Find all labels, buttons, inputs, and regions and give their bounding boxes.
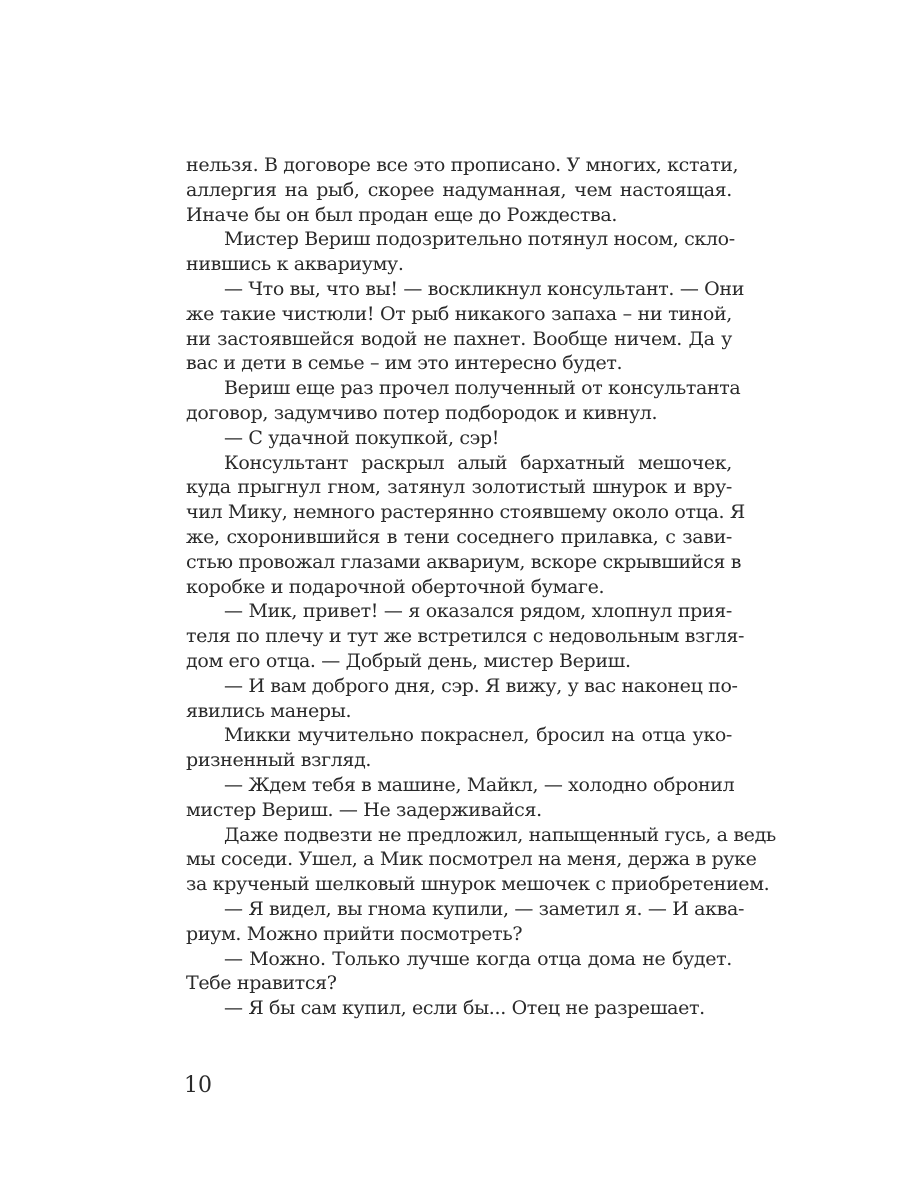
text-line: куда прыгнул гном, затянул золотистый шнурок и вру- — [186, 476, 732, 499]
text-line: — Я видел, вы гнома купили, — заметил я. — И аква- — [224, 897, 745, 920]
text-line: — Ждем тебя в машине, Майкл, — холодно обронил — [224, 773, 735, 796]
text-line: Даже подвезти не предложил, напыщенный гусь, а ведь — [224, 823, 776, 846]
text-line: Микки мучительно покраснел, бросил на отца уко- — [224, 724, 732, 747]
text-line: — Что вы, что вы! — воскликнул консультант. — Они — [224, 277, 745, 300]
text-line: — Можно. Только лучше когда отца дома не будет. — [224, 947, 732, 970]
text-line: чил Мику, немного растерянно стоявшему около отца. Я — [186, 501, 745, 524]
text-line: стью провожал глазами аквариум, вскоре скрывшийся в — [186, 550, 742, 573]
text-line: мы соседи. Ушел, а Мик посмотрел на меня, держа в руке — [186, 848, 757, 871]
text-line: ни застоявшейся водой не пахнет. Вообще ничем. Да у — [186, 327, 732, 350]
body-text — [186, 153, 776, 1021]
text-line: дом его отца. — Добрый день, мистер Вериш. — [186, 649, 631, 672]
text-line: Мистер Вериш подозрительно потянул носом, скло- — [224, 228, 735, 251]
text-line: явились манеры. — [186, 699, 352, 722]
text-line: Тебе нравится? — [186, 972, 337, 995]
text-line: нельзя. В договоре все это прописано. У многих, кстати, — [186, 154, 739, 176]
text-line: ризненный взгляд. — [186, 749, 372, 772]
text-line: риум. Можно прийти посмотреть? — [186, 922, 523, 945]
text-line: же, схоронившийся в тени соседнего прилавка, с зави- — [186, 525, 732, 548]
text-line: Иначе бы он был продан еще до Рождества. — [186, 203, 618, 226]
text-line: договор, задумчиво потер подбородок и кивнул. — [186, 401, 658, 424]
text-line: Вериш еще раз прочел полученный от консультанта — [224, 377, 741, 400]
text-line: нившись к аквариуму. — [186, 253, 404, 276]
text-line: же такие чистюли! От рыб никакого запаха – ни тиной, — [186, 302, 732, 325]
text-line: — Я бы сам купил, если бы... Отец не разрешает. — [224, 997, 705, 1020]
text-line: — С удачной покупкой, сэр! — [224, 426, 500, 449]
text-line: Консультант раскрыл алый бархатный мешочек, — [224, 451, 732, 474]
text-line: — И вам доброго дня, сэр. Я вижу, у вас наконец по- — [224, 674, 738, 697]
text-line: коробке и подарочной оберточной бумаге. — [186, 575, 605, 598]
text-line: вас и дети в семье – им это интересно будет. — [186, 352, 623, 375]
text-line: — Мик, привет! — я оказался рядом, хлопнул прия- — [224, 600, 732, 623]
text-line: теля по плечу и тут же встретился с недовольным взгля- — [186, 625, 745, 648]
page-number: 10 — [184, 1073, 212, 1098]
text-line: за крученый шелковый шнурок мешочек с приобретением. — [186, 873, 770, 896]
text-line: мистер Вериш. — Не задерживайся. — [186, 798, 542, 821]
text-line: аллергия на рыб, скорее надуманная, чем настоящая. — [186, 178, 732, 201]
